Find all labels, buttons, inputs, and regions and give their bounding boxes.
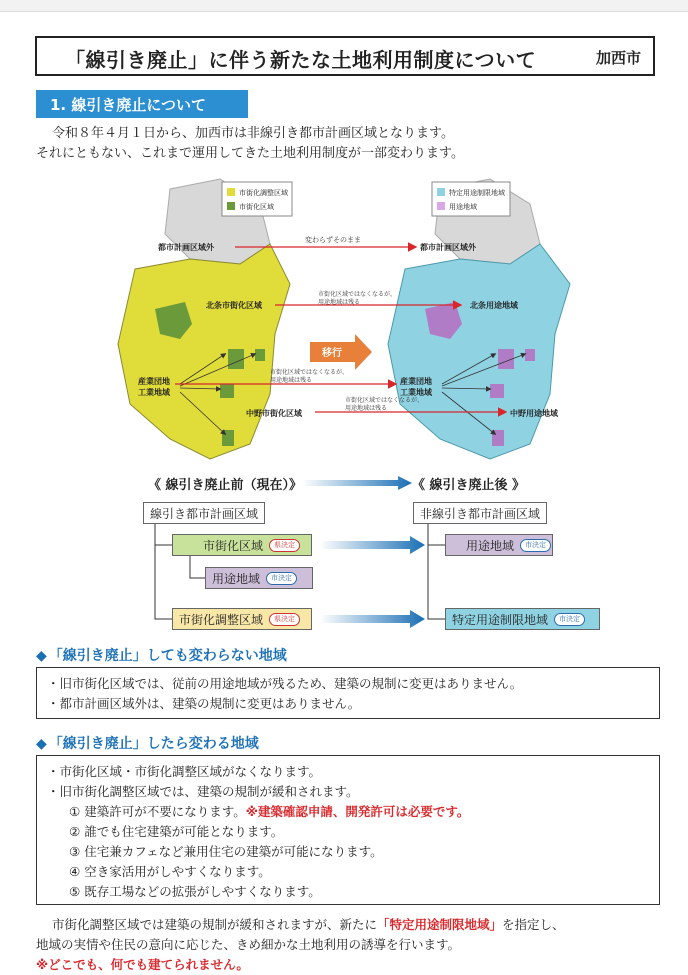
label-after-industrial: 産業団地: [400, 377, 432, 386]
changed-item-1: 市街化区域・市街化調整区域がなくなります。: [59, 764, 322, 779]
note-kitajo-2: 用途地域は残る: [318, 300, 361, 306]
urbanization-badge: 県決定: [269, 539, 300, 552]
before-urban-patch: [220, 384, 234, 398]
numbered-item: [47, 802, 649, 822]
list-item: ・旧市街化調整区域では、建築の規制が緩和されます。: [47, 784, 359, 799]
title-box: [35, 36, 655, 76]
after-period-label: 《 線引き廃止後 》: [412, 478, 526, 493]
num-note-1: ※建築確認申請、開発許可は必要です。: [245, 804, 470, 819]
unchanged-heading: [36, 645, 287, 665]
numbered-item: [47, 862, 649, 882]
after-use-patch: [525, 349, 535, 361]
before-root-box: 線引き都市計画区域: [143, 502, 265, 524]
numbered-item: [47, 842, 649, 862]
label-after-outside: 都市計画区域外: [420, 243, 476, 252]
unchanged-item-1: 旧市街化区域では、従前の用途地域が残るため、建築の規制に変更はありません。: [59, 676, 523, 691]
legend-after-0: 特定用途制限地域: [449, 190, 505, 197]
legend-before-1: 市街化区域: [239, 204, 274, 211]
note-industrial-1: 市街化区域ではなくなるが、: [270, 370, 349, 376]
use-zone-after-box: [445, 534, 553, 556]
list-item: ・都市計画区域外は、建築の規制に変更はありません。: [47, 696, 361, 711]
transition-label: 移行: [322, 348, 342, 359]
closing-line-1a: 市街化調整区域では建築の規制が緩和されますが、新たに: [52, 917, 378, 932]
use-zone-before-badge: 市決定: [266, 572, 297, 585]
after-map-area: [388, 244, 570, 459]
special-area-badge: 市決定: [554, 613, 585, 626]
intro-line-2: それにともない、これまで運用してきた土地利用制度が一部変わります。: [36, 146, 464, 161]
intro-line-1: 令和８年４月１日から、加西市は非線引き都市計画区域となります。: [52, 126, 454, 141]
label-after-nakano: 中野用途地域: [510, 409, 558, 418]
note-unchanged: 変わらずそのまま: [305, 237, 361, 244]
label-after-industrial-2: 工業地域: [400, 388, 432, 397]
closing-line-1: [36, 915, 666, 935]
numbered-item: [47, 882, 649, 902]
closing-line-2: 地域の実情や住民の意向に応じた、きめ細かな土地利用の誘導を行います。: [36, 937, 461, 952]
special-area-box: [445, 608, 600, 630]
label-before-kitajo: 北条市街化区域: [206, 301, 262, 310]
num-text-2: 誰でも住宅建築が可能となります。: [84, 824, 284, 839]
use-zone-before-label: 用途地域: [212, 571, 261, 586]
label-before-outside: 都市計画区域外: [158, 243, 214, 252]
before-period-label: 《 線引き廃止前（現在）》: [148, 478, 303, 493]
after-use-patch: [492, 430, 504, 446]
after-use-patch: [490, 384, 504, 398]
num-text-1: 建築許可が不要になります。: [84, 804, 246, 819]
num-text-3: 住宅兼カフェなど兼用住宅の建築が可能になります。: [84, 844, 383, 859]
unchanged-heading-text: 「線引き廃止」しても変わらない地域: [48, 648, 287, 664]
closing-line-1b: を指定し、: [502, 917, 565, 932]
changed-list: [36, 755, 660, 905]
legend-after-1: 用途地域: [449, 204, 477, 211]
label-before-industrial: 産業団地: [138, 377, 170, 386]
num-3: ③: [69, 844, 81, 859]
closing-text: [36, 915, 666, 975]
map-svg: [110, 174, 590, 469]
note-industrial-2: 用途地域は残る: [270, 378, 313, 384]
control-area-box: [172, 608, 312, 630]
special-area-label: 特定用途制限地域: [452, 612, 549, 627]
section-heading: 1. 線引き廃止について: [36, 90, 248, 118]
numbered-item: [47, 822, 649, 842]
num-text-5: 既存工場などの拡張がしやすくなります。: [84, 884, 321, 899]
num-5: ⑤: [69, 884, 81, 899]
page-title: 「線引き廃止」に伴う新たな土地利用制度について: [65, 48, 537, 72]
control-area-badge: 県決定: [269, 613, 300, 626]
use-zone-after-label: 用途地域: [466, 538, 515, 553]
use-zone-before-box: [205, 567, 313, 589]
note-nakano-1: 市街化区域ではなくなるが、: [345, 398, 424, 404]
legend-before-0: 市街化調整区域: [239, 190, 288, 197]
unchanged-item-2: 都市計画区域外は、建築の規制に変更はありません。: [59, 696, 361, 711]
diamond-icon: ◆: [36, 648, 47, 664]
num-4: ④: [69, 864, 81, 879]
urbanization-label: 市街化区域: [203, 538, 264, 553]
browser-top-bar: [0, 0, 688, 12]
changed-heading-text: 「線引き廃止」したら変わる地域: [48, 736, 259, 752]
control-area-label: 市街化調整区域: [179, 612, 264, 627]
city-name: 加西市: [595, 49, 641, 67]
changed-heading: [36, 733, 259, 753]
note-nakano-2: 用途地域は残る: [345, 406, 388, 412]
closing-warning: ※どこでも、何でも建てられません。: [36, 957, 249, 972]
use-zone-after-badge: 市決定: [520, 539, 551, 552]
period-arrow: [302, 476, 412, 490]
label-before-nakano: 中野市街化区域: [246, 409, 302, 418]
num-2: ②: [69, 824, 81, 839]
before-urban-patch: [228, 349, 244, 369]
label-before-industrial-2: 工業地域: [138, 388, 170, 397]
closing-highlight: 「特定用途制限地域」: [377, 917, 503, 932]
list-item: ・旧市街化区域では、従前の用途地域が残るため、建築の規制に変更はありません。: [47, 676, 523, 691]
intro-text: [36, 124, 656, 164]
label-after-kitajo: 北条用途地域: [470, 301, 518, 310]
unchanged-list: [36, 667, 660, 719]
transition-diagram: [0, 492, 688, 637]
before-urban-patch: [255, 349, 265, 361]
num-1: ①: [69, 804, 81, 819]
list-item: ・市街化区域・市街化調整区域がなくなります。: [47, 764, 322, 779]
diamond-icon: ◆: [36, 736, 47, 752]
num-text-4: 空き家活用がしやすくなります。: [84, 864, 271, 879]
document-page: [0, 12, 688, 975]
land-use-map-comparison: [110, 174, 590, 469]
note-kitajo-1: 市街化区域ではなくなるが、: [318, 292, 397, 298]
changed-item-2: 旧市街化調整区域では、建築の規制が緩和されます。: [59, 784, 359, 799]
urbanization-box: [172, 534, 312, 556]
after-root-box: 非線引き都市計画区域: [413, 502, 547, 524]
